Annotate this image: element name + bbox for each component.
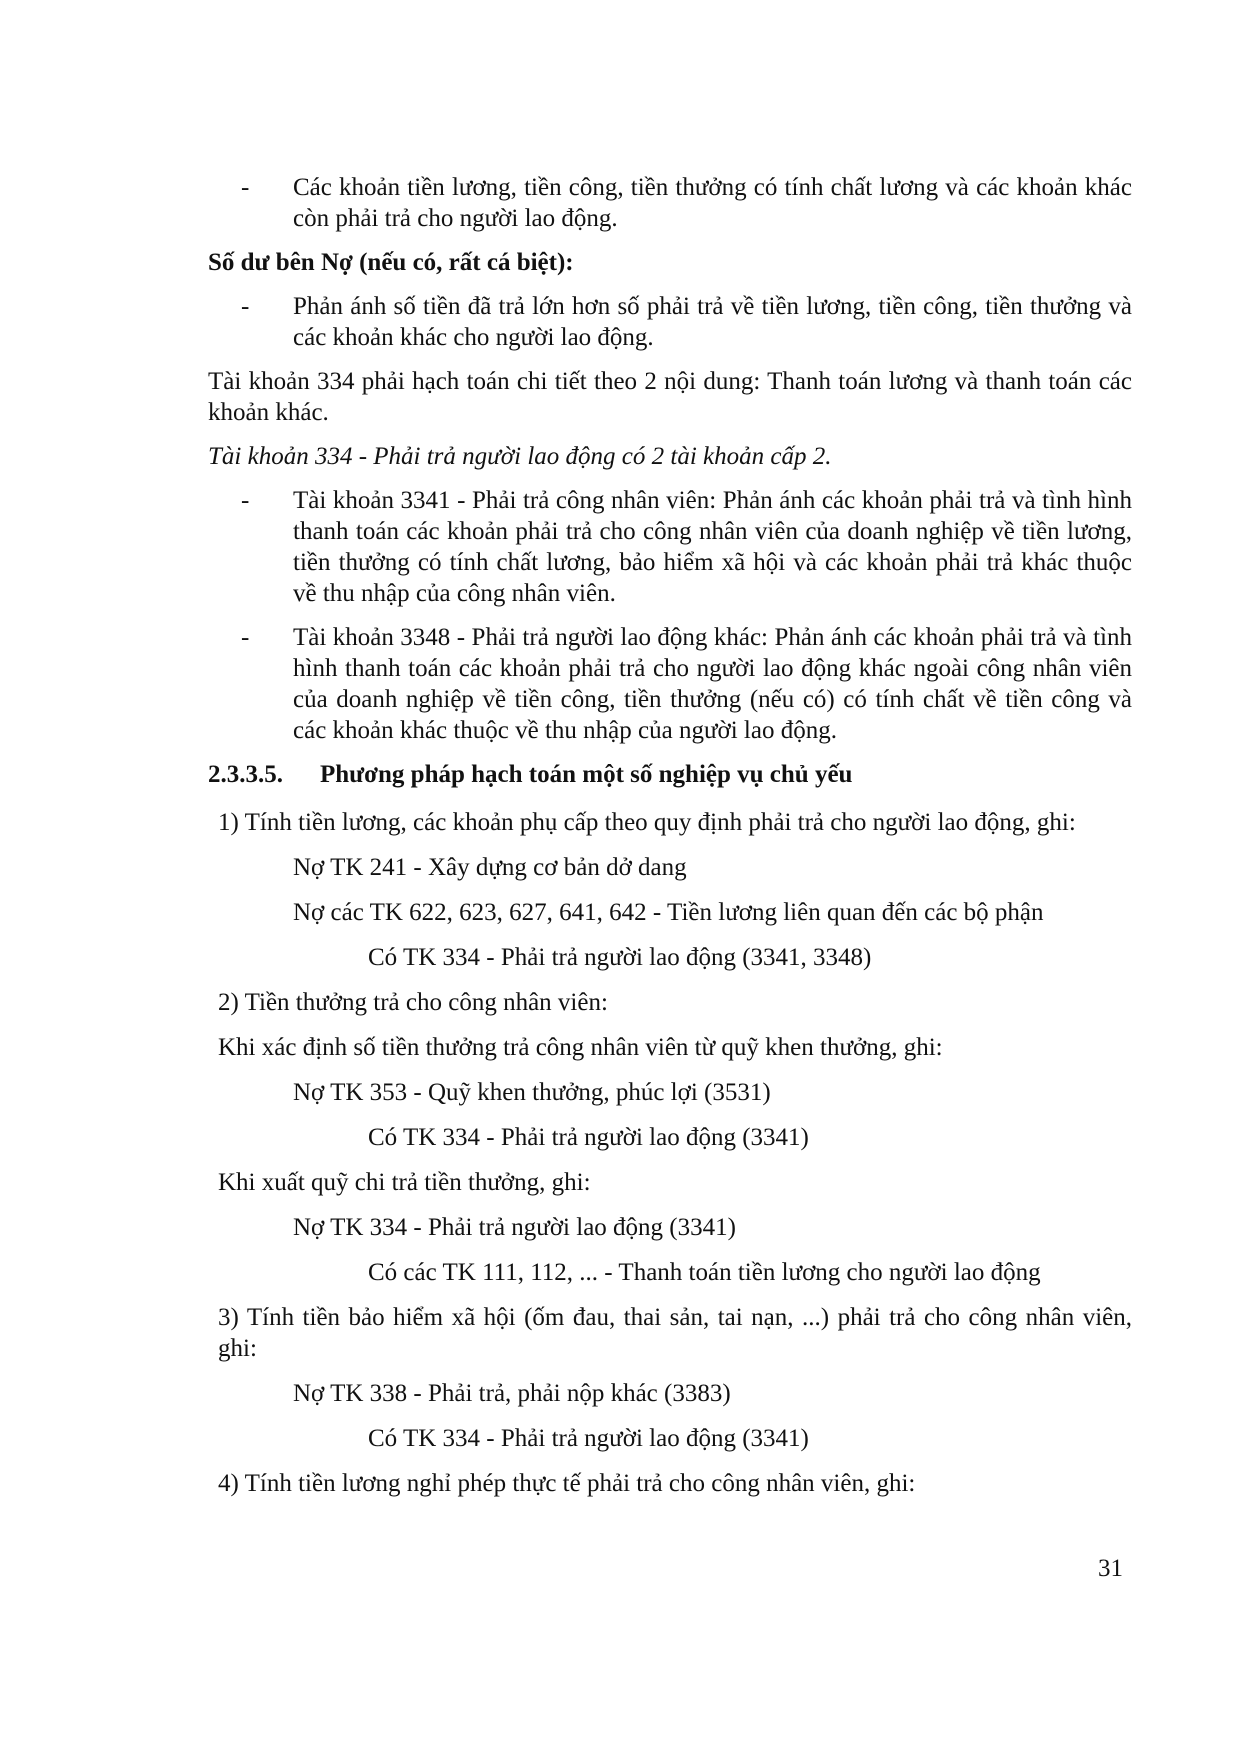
bullet-salary-payable (208, 172, 1132, 234)
bullet-text: Các khoản tiền lương, tiền công, tiền thưởng có tính chất lương và các khoản khác còn phải trả cho người lao động. (293, 174, 1132, 232)
bullet-text: Tài khoản 3341 - Phải trả công nhân viên: Phản ánh các khoản phải trả và tình hình thanh toán các khoản phải trả cho công nhân viên của doanh nghiệp về tiền lương, tiền thưởng có tính chất lương, bảo hiểm xã hội và các khoản phải trả khác thuộc về thu nhập của công nhân viên. (293, 487, 1132, 607)
journal-entry: Có TK 334 - Phải trả người lao động (3341, 3348) (368, 944, 872, 971)
item-2-sub2: Khi xuất quỹ chi trả tiền thưởng, ghi: (218, 1169, 591, 1196)
paragraph-sub-accounts: Tài khoản 334 - Phải trả người lao động có 2 tài khoản cấp 2. (208, 443, 832, 470)
section-number: 2.3.3.5. (208, 761, 283, 788)
bullet-overpayment (208, 291, 1132, 353)
item-3-text: 3) Tính tiền bảo hiểm xã hội (ốm đau, thai sản, tai nạn, ...) phải trả cho công nhân viên, ghi: (218, 1304, 1132, 1362)
item-2-sub1: Khi xác định số tiền thưởng trả công nhân viên từ quỹ khen thưởng, ghi: (218, 1034, 943, 1061)
page-number: 31 (1098, 1555, 1123, 1582)
paragraph-detail-accounting: Tài khoản 334 phải hạch toán chi tiết theo 2 nội dung: Thanh toán lương và thanh toán các khoản khác. (208, 368, 1132, 426)
journal-entry: Có TK 334 - Phải trả người lao động (3341) (368, 1425, 809, 1452)
journal-entry: Có TK 334 - Phải trả người lao động (3341) (368, 1124, 809, 1151)
journal-entry: Nợ các TK 622, 623, 627, 641, 642 - Tiền lương liên quan đến các bộ phận (293, 899, 1044, 926)
item-2-text: 2) Tiền thưởng trả cho công nhân viên: (218, 989, 608, 1016)
bullet-dash: - (241, 487, 250, 514)
journal-entry: Nợ TK 334 - Phải trả người lao động (3341) (293, 1214, 736, 1241)
bullet-text: Tài khoản 3348 - Phải trả người lao động khác: Phản ánh các khoản phải trả và tình hình thanh toán các khoản phải trả cho người lao động khác ngoài công nhân viên của doanh nghiệp về tiền công, tiền thưởng (nếu có) có tính chất về tiền công và các khoản khác thuộc về thu nhập của người lao động. (293, 624, 1132, 744)
bullet-dash: - (241, 624, 250, 651)
section-title: Phương pháp hạch toán một số nghiệp vụ chủ yếu (320, 761, 853, 788)
journal-entry: Nợ TK 338 - Phải trả, phải nộp khác (3383) (293, 1380, 731, 1407)
journal-entry: Nợ TK 353 - Quỹ khen thưởng, phúc lợi (3531) (293, 1079, 771, 1106)
journal-entry: Nợ TK 241 - Xây dựng cơ bản dở dang (293, 854, 687, 881)
bullet-account-3348 (208, 622, 1132, 746)
document-body (208, 172, 1132, 1499)
bullet-text: Phản ánh số tiền đã trả lớn hơn số phải trả về tiền lương, tiền công, tiền thưởng và các khoản khác cho người lao động. (293, 293, 1132, 351)
bullet-dash: - (241, 293, 250, 320)
bullet-dash: - (241, 174, 250, 201)
section-heading (208, 759, 1132, 790)
item-1-text: 1) Tính tiền lương, các khoản phụ cấp theo quy định phải trả cho người lao động, ghi: (218, 809, 1076, 836)
item-4-text: 4) Tính tiền lương nghỉ phép thực tế phải trả cho công nhân viên, ghi: (218, 1470, 916, 1497)
bullet-account-3341 (208, 485, 1132, 609)
journal-entry: Có các TK 111, 112, ... - Thanh toán tiền lương cho người lao động (368, 1259, 1041, 1286)
debit-balance-heading: Số dư bên Nợ (nếu có, rất cá biệt): (208, 249, 574, 276)
